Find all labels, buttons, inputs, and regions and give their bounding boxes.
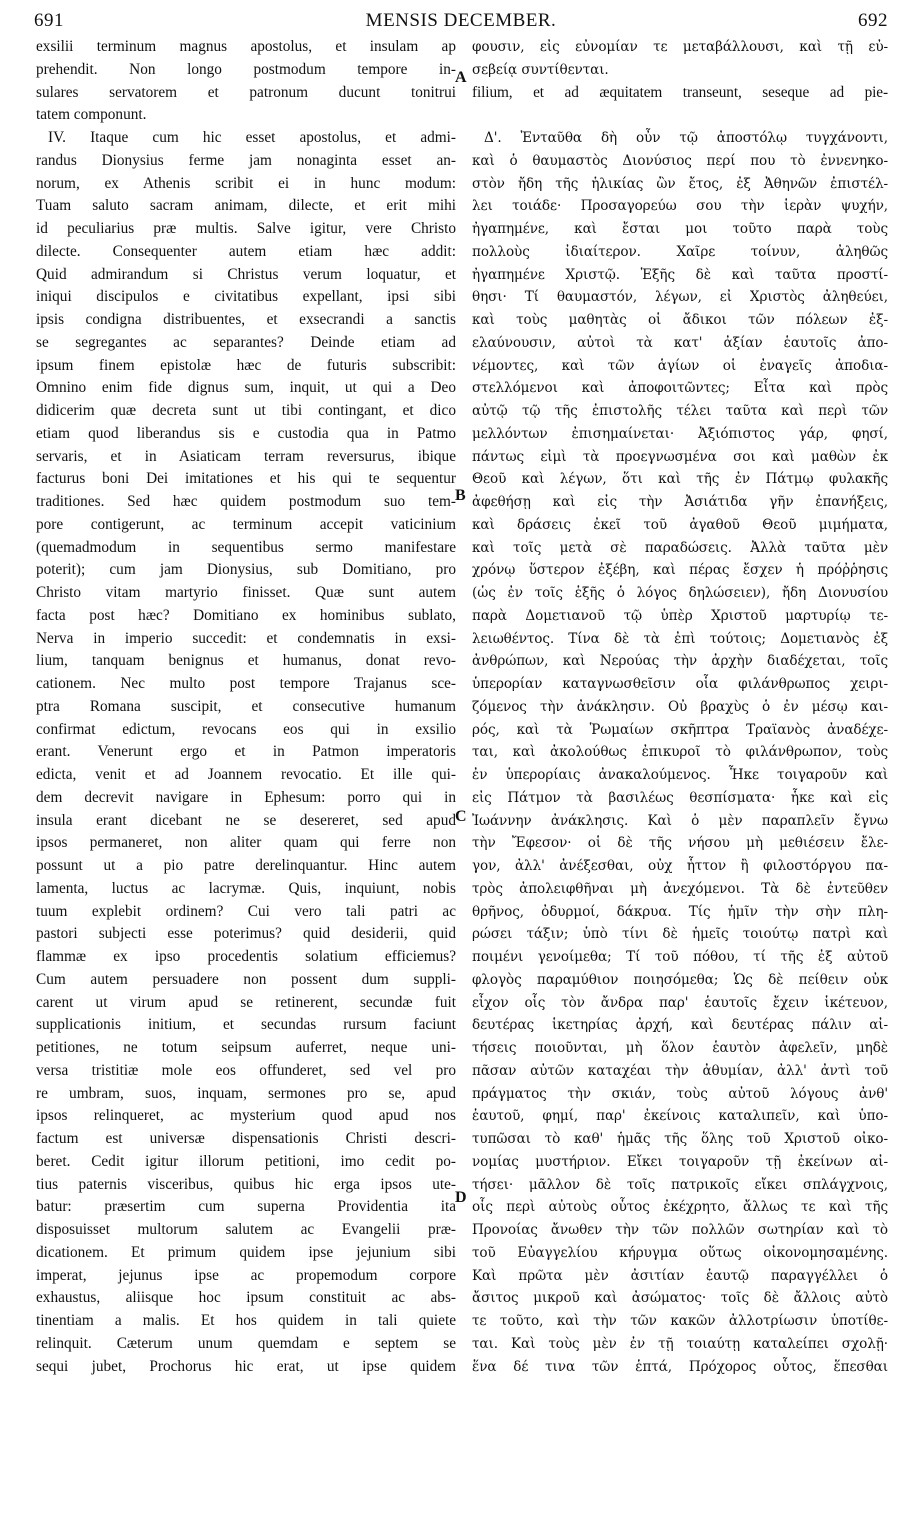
latin-text-line: facturus boni Dei imitationes et his qui te sequentur — [36, 470, 456, 488]
greek-text-line: ελαύνουσιν, αὐτοὶ τὰ κατ' ἀξίαν ἑαυτοῖς ἀπο- — [472, 334, 888, 351]
latin-text-line: sulares servatorem et patronum ducunt tonitrui — [36, 83, 456, 101]
greek-text-line: ποιμένι γενοίμεθα; Τί τοῦ πόθου, τί τῆς ἐξ αὐτοῦ — [472, 949, 888, 965]
latin-text-line: sequi jubet, Prochorus hic erat, ut ipse quidem — [36, 1357, 456, 1375]
greek-text-line: τήσεις ποιοῦνται, μὴ ὅλον ἑαυτὸν ἀφελεῖν, μηδὲ — [472, 1040, 888, 1056]
greek-text-line: δευτέρας ἱκετηρίας ἀρχή, καὶ δευτέρας πάλιν αἰ- — [472, 1017, 888, 1034]
latin-text-line: facta post hæc? Domitiano ex hominibus sublato, — [36, 606, 456, 624]
latin-text-line: exhaustus, aliisque hoc ipsum constituit ac abs- — [36, 1289, 456, 1307]
greek-text-line: ἀνθρώπων, καὶ Νερούας τὴν ἀρχὴν διαδέχεται, τοῖς — [472, 653, 888, 670]
greek-text-line: τὴν Ἔφεσον· οἱ δὲ τῆς νήσου μὴ μεθιέσειν ἔλε- — [472, 835, 888, 852]
greek-text-line: ται. Καὶ τοὺς μὲν ἐν τῇ τοιαύτῃ καταλείπει σχολῇ· — [472, 1335, 888, 1352]
greek-text-line: ὑπερορίαν καταγνωσθεῖσιν οἷα φιλάνθρωπος χειρι- — [472, 676, 888, 692]
greek-text-line: στελλόμενοι καὶ ἀποφοιτῶντες; Εἶτα καὶ πρὸς — [472, 380, 888, 397]
greek-text-line: αὐτῷ τῷ τῆς ἐπιστολῆς τέλει ταῦτα καὶ περὶ τῶν — [472, 403, 888, 419]
greek-text-line: γον, ἀλλ' ἀνέξεσθαι, οὐχ ἧττον ἢ φιλοστόργου πα- — [472, 858, 888, 874]
running-header — [34, 6, 888, 36]
greek-text-line: θρῆνος, ὀδυρμοί, δάκρυα. Τίς ἡμῖν τὴν σὴν πλη- — [472, 903, 888, 920]
greek-text-line: νέμοντες, καὶ τῶν ἁγίων οἱ ἐναγεῖς ἀποδια- — [472, 357, 888, 374]
latin-text-line: norum, ex Athenis scribit ei in hunc modum: — [36, 174, 456, 192]
greek-text-line: ἠγαπημένε, καὶ ἔσται μοι τοῦτο παρὰ τοὺς — [472, 221, 888, 237]
latin-text-line: re umbram, suos, inquam, sermones pro se, apud — [36, 1084, 456, 1102]
latin-text-line: ipsum finem epistolæ hæc de futuris subscribit: — [36, 356, 456, 374]
latin-text-line: imperat, jejunus ipse ac propemodum corpore — [36, 1266, 456, 1284]
latin-text-line: erant. Venerunt ergo et in Patmon imperatoris — [36, 743, 456, 761]
latin-text-line: confirmat edictum, revocans eos qui in exsilio — [36, 720, 456, 738]
greek-text-line: Ἰωάννην ἀνάκλησις. Καὶ ὁ μὲν παραπλεῖν ἔγνω — [472, 812, 888, 829]
latin-text-line: ipsos permaneret, non aliter quam qui ferre non — [36, 834, 456, 852]
greek-text-line: πράγματος τὴν σκιάν, τοὺς αὐτοῦ λόγους ἀνθ' — [472, 1085, 888, 1102]
latin-text-line: didicerim quæ decreta sunt ut tibi contingant, et dico — [36, 402, 456, 419]
greek-text-line: ἀφεθήσῃ καὶ εἰς τὴν Ἀσιάτιδα γῆν ἐπανήξεις, — [472, 494, 888, 510]
latin-text-line: dicationem. Et primum quidem ipse jejunium sibi — [36, 1243, 456, 1261]
greek-text-line: καὶ τοὺς μαθητὰς οἱ ἄδικοι τῶν πόλεων ἐξ- — [472, 312, 888, 328]
greek-text-line: οἷς περὶ αὐτοὺς οὗτος ἐκέχρητο, ἄλλως τε καὶ τῆς — [472, 1199, 888, 1216]
latin-text-line: disposuisset multorum salutem ac Evangelii præ- — [36, 1221, 456, 1238]
latin-text-line: traditiones. Sed hæc quidem postmodum suo tem- — [36, 493, 456, 510]
greek-text-line: Προνοίας ἄνωθεν τὴν τῶν πολλῶν σωτηρίαν καὶ τὸ — [472, 1222, 888, 1238]
greek-text-line: (ὡς ἐν τοῖς ἑξῆς ὁ λόγος δηλώσειεν), ἤδη Διονυσίου — [472, 585, 888, 601]
margin-letter-b: B — [455, 487, 466, 504]
latin-text-line: pore contigerunt, ac terminum accepit vaticinium — [36, 515, 456, 533]
latin-text-line: petitiones, ne totum seipsum auferret, neque uni- — [36, 1039, 456, 1056]
greek-text-line: φλογὸς παραμύθιον ποιησόμεθα; Ὡς δὲ πείθειν οὐκ — [472, 971, 888, 988]
latin-text-line: prehendit. Non longo postmodum tempore in- — [36, 60, 456, 78]
greek-text-line: πᾶσαν αὐτῶν καταχέαι τὴν ἀθυμίαν, ἀλλ' ἀντὶ τοῦ — [472, 1062, 888, 1079]
latin-text-line: insula erant dicebant ne se desereret, sed apud — [36, 811, 456, 829]
latin-text-line: batur: præsertim cum superna Providentia ita — [36, 1198, 456, 1216]
greek-column — [472, 36, 888, 1378]
latin-text-line: etiam quod liberandus sis e custodia qua in Patmo — [36, 424, 456, 442]
greek-text-line: καὶ δράσεις ἐκεῖ τοῦ ἀγαθοῦ Θεοῦ μιμήματα, — [472, 516, 888, 533]
latin-text-line: tinentiam a malis. Et hos quidem in tali quiete — [36, 1312, 456, 1329]
latin-text-line: versa tristitiæ mole eos offunderet, sed vel pro — [36, 1061, 456, 1079]
greek-text-line: Δ'. Ἐνταῦθα δὴ οὖν τῷ ἀποστόλῳ τυγχάνοντι, — [484, 130, 888, 146]
latin-text-line: carent ut virum apud se retinerent, secundæ fuit — [36, 993, 456, 1011]
latin-text-line: dem decrevit navigare in Ephesum: porro qui in — [36, 788, 456, 806]
latin-text-line: iniqui discipulos e civitatibus expellant, ipsi sibi — [36, 288, 456, 306]
greek-text-line: λειωθέντος. Τίνα δὲ τὰ ἐπὶ τούτοις; Δομετιανὸς ἐξ — [472, 630, 888, 647]
greek-text-line: φουσιν, εἰς εὐνομίαν τε μεταβάλλουσι, καὶ τῇ εὐ- — [472, 39, 888, 55]
greek-text-line: νομίας μυστήριον. Εἴκει τοιγαροῦν τῇ ἐκείνων αἰ- — [472, 1153, 888, 1170]
latin-text-line: factum est universæ dispensationis Christi descri- — [36, 1130, 456, 1147]
latin-text-line: flammæ ex ipso procedentis solatium efficiemus? — [36, 948, 456, 965]
latin-text-line: Tuam saluto sacram animam, dilecte, et erit mihi — [36, 197, 456, 215]
latin-text-line: Christo vitam martyrio finisset. Quæ sunt autem — [36, 584, 456, 601]
greek-text-line: τήσει· μᾶλλον δὲ τοῖς πατρικοῖς εἴκει σπλάγχνοις, — [472, 1176, 888, 1193]
latin-text-line: Quid admirandum si Christus verum loquatur, et — [36, 265, 456, 283]
greek-text-line: τρὸς ἀπολειφθῆναι μὴ ἀνεχόμενοι. Τὰ δὲ ἐντεῦθεν — [472, 880, 888, 897]
latin-text-line: Cum autem persuadere non possent dum suppli- — [36, 970, 456, 988]
page-number-left: 691 — [34, 10, 64, 31]
latin-text-line: se segregantes ac separantes? Deinde etiam ad — [36, 333, 456, 351]
greek-text-line — [472, 104, 888, 127]
greek-text-line: εἰς Πάτμον τὰ βασιλέως θεσπίσματα· ἧκε καὶ εἰς — [472, 789, 888, 806]
latin-text-line: cationem. Nec multo post tempore Trajanus sce- — [36, 675, 456, 692]
latin-text-line: IV. Itaque cum hic esset apostolus, et admi- — [48, 129, 456, 146]
latin-text-line: pastori subjecti esse poterimus? quid desiderii, quid — [36, 925, 456, 943]
latin-text-line: tuum explebit ordinem? Cui vero tali patri ac — [36, 902, 456, 920]
greek-text-line: filium, et ad æquitatem transeunt, seseque ad pie- — [472, 83, 888, 101]
latin-text-line: ipsis condigna distribuentes, et exsecrandi a sanctis — [36, 311, 456, 328]
latin-text-line: lamenta, luctus ac lacrymæ. Quis, inquiunt, nobis — [36, 879, 456, 897]
latin-text-line: id peculiarius præ multis. Salve igitur, vere Christo — [36, 220, 456, 237]
greek-text-line: ζόμενος τὴν ἀνάκλησιν. Οὐ βραχὺς ὁ ἐν μέσῳ και- — [472, 698, 888, 715]
greek-text-line: τοῦ Εὐαγγελίου κήρυγμα οὕτως οἰκονομησαμένης. — [472, 1244, 888, 1261]
latin-text-line: (quemadmodum in sequentibus sermo manifestare — [36, 538, 456, 556]
latin-text-line: Nerva in imperio succedit: et condemnatis in exsi- — [36, 629, 456, 647]
greek-text-line: τε τοῦτο, καὶ τὴν τῶν κακῶν ἀλλοτρίωσιν ὑποτίθε- — [472, 1313, 888, 1329]
greek-text-line: καὶ τοῖς μετὰ σὲ παραδώσεις. Ἀλλὰ ταῦτα μὲν — [472, 539, 888, 556]
greek-text-line: ται, καὶ ἀκολούθως ἐπικυροῖ τὸ φιλάνθρωπον, τοὺς — [472, 744, 888, 761]
margin-letter-d: D — [455, 1189, 467, 1206]
latin-column — [36, 36, 456, 1378]
greek-text-line: Καὶ πρῶτα μὲν ἀσιτίαν ἑαυτῷ παραγγέλλει ὁ — [472, 1267, 888, 1284]
greek-text-line: Θεοῦ καὶ λέγων, ὅτι καὶ τῆς ἐν Πάτμῳ φυλακῆς — [472, 471, 888, 488]
latin-text-line: randus Dionysius ferme jam nonaginta esset an- — [36, 151, 456, 169]
latin-text-line: supplicationis initium, et secundas rursum faciunt — [36, 1016, 456, 1034]
greek-text-line: θησι· Τί θαυμαστόν, λέγων, εἰ Χριστὸς ἀληθεύει, — [472, 289, 888, 306]
greek-text-line: ἑαυτοῦ, φημί, παρ' ἐκείνοις καταλιπεῖν, καὶ ὑπο- — [472, 1108, 888, 1125]
greek-text-line: πολλοὺς ἰδιαίτερον. Χαῖρε τοίνυν, ἀληθῶς — [472, 243, 888, 260]
latin-text-line: Omnino enim fide dignus sum, inquit, ut qui a Deo — [36, 379, 456, 397]
latin-text-line: servaris, et in Asiaticam terram reversurus, ibique — [36, 447, 456, 465]
latin-text-line: tatem componunt. — [36, 106, 147, 124]
greek-text-line: καὶ ὁ θαυμαστὸς Διονύσιος περί που τὸ ἐννενηκο- — [472, 152, 888, 169]
page-number-right: 692 — [858, 10, 888, 31]
latin-text-line: tius paternis visceribus, quibus hic erga ipsos ute- — [36, 1175, 456, 1193]
greek-text-line: ἕνα δέ τινα τῶν ἑπτά, Πρόχορος οὗτος, ἕπεσθαι — [472, 1358, 888, 1375]
latin-text-line: exsilii terminum magnus apostolus, et insulam ap — [36, 38, 456, 55]
greek-text-line: ἐν ὑπερορίαις ἀνακαλούμενος. Ἧκε τοιγαροῦν καὶ — [472, 767, 888, 783]
greek-text-line: λει τοιάδε· Προσαγορεύω σου τὴν ἱερὰν ψυχήν, — [472, 198, 888, 215]
greek-text-line: ἄσιτος μικροῦ καὶ ἀσώματος· τοῖς δὲ ἄλλοις αὐτὸ — [472, 1290, 888, 1307]
latin-text-line: edicta, venit et ad Joannem revocatio. Et ille qui- — [36, 766, 456, 783]
margin-letter-c: C — [455, 808, 467, 825]
latin-text-line: ptra Romana suscipit, et consecutive humanum — [36, 697, 456, 715]
greek-text-line: μελλόντων ἐπισημαίνεται· Ἀξιόπιστος γάρ, φησί, — [472, 425, 888, 442]
latin-text-line: beret. Cedit igitur illorum petitioni, imo cedit po- — [36, 1152, 456, 1170]
greek-text-line: ρώσει τάξιν; ὑπὸ τίνι δὲ ἡμεῖς τοιούτῳ πατρὶ καὶ — [472, 926, 888, 943]
latin-text-line: ipsos relinqueret, ac mysterium quod apud nos — [36, 1107, 456, 1125]
latin-text-line: lium, tanquam benignus et humanus, donat revo- — [36, 652, 456, 670]
running-title: MENSIS DECEMBER. — [365, 10, 557, 31]
greek-text-line: ρός, καὶ τὰ Ῥωμαίων σκῆπτρα Τραϊανὸς ἀναδέχε- — [472, 721, 888, 738]
greek-text-line: χρόνῳ ὕστερον ἐξέβη, καὶ πέρας ἔσχεν ἡ πρόῤῥησις — [472, 562, 888, 579]
greek-text-line: εἶχον οἷς τὸν ἄνδρα παρ' ἑαυτοῖς ἔχειν ἱκέτευον, — [472, 994, 888, 1011]
greek-text-line: πάντως εἰμὶ τὰ προεγνωσμένα σοι καὶ μαθὼν ἐκ — [472, 448, 888, 465]
latin-text-line: possunt ut a pio patre derelinquantur. Hinc autem — [36, 857, 456, 874]
greek-text-line: σεβείᾳ συντίθενται. — [472, 61, 609, 78]
greek-text-line: ἠγαπημένε Χριστῷ. Ἑξῆς δὲ καὶ ταῦτα προστί- — [472, 266, 888, 283]
margin-letter-a: A — [455, 69, 467, 86]
latin-text-line: dilecte. Consequenter autem etiam hæc addit: — [36, 242, 456, 260]
latin-text-line: relinquit. Cæterum unum quemdam e septem se — [36, 1334, 456, 1352]
greek-text-line: τυπῶσαι τὸ καθ' ἡμᾶς τῆς ὅλης τοῦ Χριστοῦ οἰκο- — [472, 1131, 888, 1147]
greek-text-line: παρὰ Δομετιανοῦ τῷ ὑπὲρ Χριστοῦ μαρτυρίῳ τε- — [472, 607, 888, 624]
greek-text-line: στὸν ἤδη τῆς ἡλικίας ὢν ἔτος, ἐξ Ἀθηνῶν ἐπιστέλ- — [472, 175, 888, 192]
latin-text-line: poterit); cum jam Dionysius, sub Domitiano, pro — [36, 561, 456, 579]
